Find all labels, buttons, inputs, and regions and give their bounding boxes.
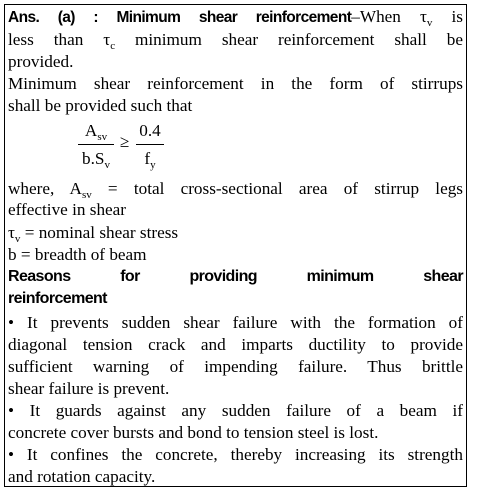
intro-line-2: less than $\tau_c$ minimum shear reinforcement shall be [8, 30, 463, 52]
bullet-3-line-1: • It confines the concrete, thereby increasing its strength [8, 445, 463, 464]
bullet-1-line-2: diagonal tension crack and imparts ductility to provide [8, 335, 463, 354]
where-line-2: effective in shear [8, 200, 127, 219]
where-line-3: $\tau_v$ = nominal shear stress [8, 223, 179, 245]
bullet-2-line-2: concrete cover bursts and bond to tension steel is lost. [8, 423, 379, 442]
reasons-heading: Reasons for providing minimum shear [8, 268, 463, 285]
section-heading: Minimum shear reinforcement [116, 9, 352, 26]
greater-equal-sign: ≥ [120, 132, 130, 151]
intro-line-1: Ans. (a) : Minimum shear reinforcement–When $\tau_v$ is [8, 7, 463, 29]
bullet-3-line-2: and rotation capacity. [8, 467, 156, 486]
bullet-1-line-4: shear failure is prevent. [8, 379, 170, 398]
lhs-fraction: $A_{sv}$ $b.S_v$ [78, 120, 114, 170]
bullet-1-line-3: sufficient warning of impending failure. Thus brittle [8, 357, 463, 376]
where-line-4: b = breadth of beam [8, 245, 147, 264]
answer-label: Ans. (a) : [8, 9, 117, 26]
requirement-line-2: shall be provided such that [8, 96, 193, 115]
rhs-fraction: 0.4 $f_y$ [136, 120, 164, 170]
where-line-1: where, $A_{sv}$ = total cross-sectional area of stirrup legs [8, 179, 463, 201]
min-shear-formula [78, 120, 188, 178]
intro-line-3: provided. [8, 52, 74, 71]
bullet-2-line-1: • It guards against any sudden failure of a beam if [8, 401, 463, 420]
reasons-heading-cont: reinforcement [8, 290, 107, 307]
requirement-line-1: Minimum shear reinforcement in the form of stirrups [8, 74, 463, 93]
bullet-1-line-1: • It prevents sudden shear failure with the formation of [8, 313, 463, 332]
